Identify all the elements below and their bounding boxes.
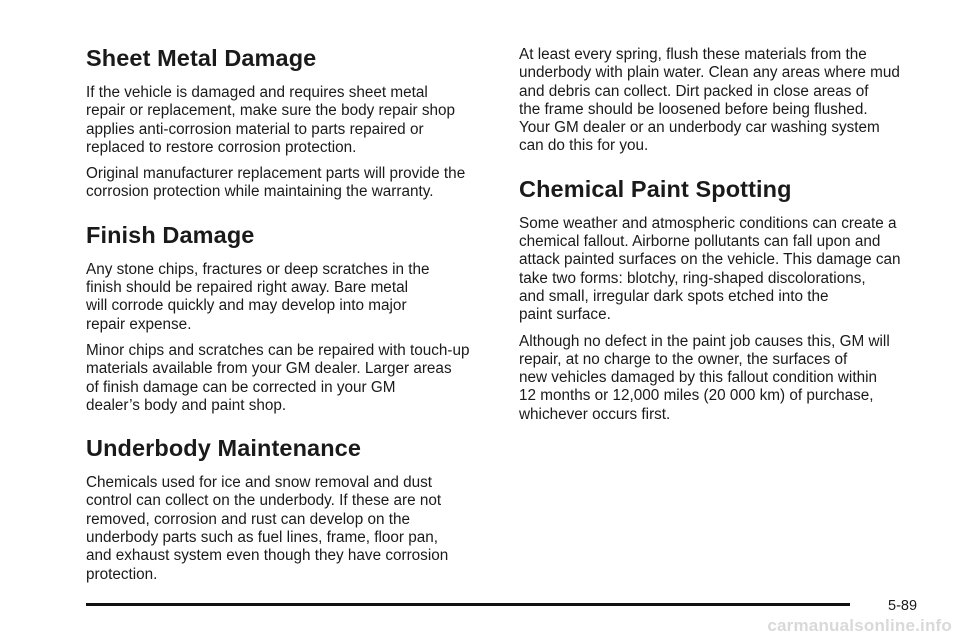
heading-finish-damage: Finish Damage <box>86 221 255 248</box>
heading-sheet-metal-damage: Sheet Metal Damage <box>86 45 317 71</box>
right-column <box>519 46 929 443</box>
left-column <box>86 42 496 603</box>
heading-chemical-paint-spotting: Chemical Paint Spotting <box>519 175 792 202</box>
section-chemical-paint-spotting <box>519 175 929 424</box>
paragraph: If the vehicle is damaged and requires sheet metal repair or replacement, make sure the body repair shop applies anti-corrosion material to parts repaired or replaced to restore corrosion protection. <box>86 84 456 156</box>
paragraph: Any stone chips, fractures or deep scratches in the finish should be repaired right away. Bare metal will corrode quickly and may develop into major repair expense. <box>86 260 430 333</box>
page-number: 5-89 <box>888 598 918 614</box>
paragraph: Although no defect in the paint job causes this, GM will repair, at no charge to the owner, the surfaces of new vehicles damaged by this fallout condition within 12 months or 12,000 miles (20 000 km) of purchase, whichever occurs first. <box>519 332 890 423</box>
paragraph: Some weather and atmospheric conditions can create a chemical fallout. Airborne pollutants can fall upon and attack painted surfaces on the vehicle. This damage can take two forms: blotchy, ring-shaped discolorations, and small, irregular dark spots etched into the paint surface. <box>519 214 901 324</box>
paragraph: Original manufacturer replacement parts will provide the corrosion protection while maintaining the warranty. <box>86 165 466 201</box>
paragraph: Minor chips and scratches can be repaired with touch-up materials available from your GM dealer. Larger areas of finish damage can be corrected in your GM dealer’s body and paint shop. <box>86 341 470 414</box>
watermark: carmanualsonline.info <box>767 616 952 635</box>
paragraph: Chemicals used for ice and snow removal and dust control can collect on the underbody. If these are not removed, corrosion and rust can develop on the underbody parts such as fuel lines, frame, floor pan, and exhaust system even though they have corrosion protection. <box>86 474 449 583</box>
section-underbody-maintenance <box>86 434 496 584</box>
paragraph: At least every spring, flush these materials from the underbody with plain water. Clean any areas where mud and debris can collect. Dirt packed in close areas of the frame should be loosened before being flushed. Your GM dealer or an underbody car washing system can do this for you. <box>519 46 900 155</box>
heading-underbody-maintenance: Underbody Maintenance <box>86 435 362 462</box>
section-finish-damage <box>86 221 496 415</box>
footer-rule <box>86 603 850 606</box>
section-sheet-metal-damage <box>86 44 496 202</box>
section-underbody-continued <box>519 46 929 156</box>
